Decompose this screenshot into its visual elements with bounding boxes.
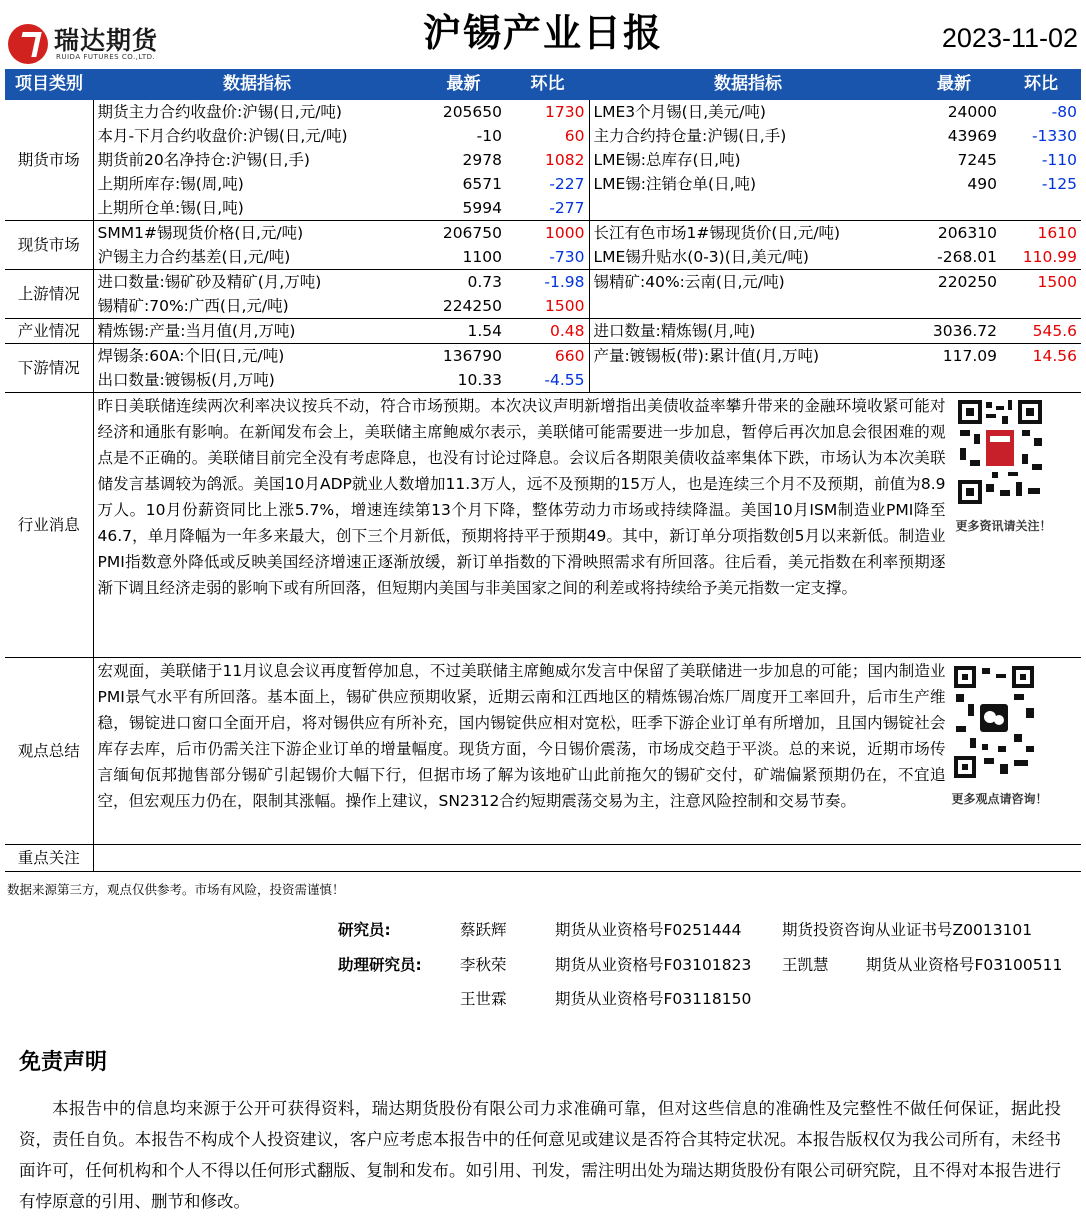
category-cell: 行业消息 <box>5 393 93 658</box>
latest-left: 1100 <box>421 245 506 270</box>
change-right: 14.56 <box>1032 347 1077 365</box>
indicator-left: 期货主力合约收盘价:沪锡(日,元/吨) <box>97 103 342 121</box>
assistant-label: 助理研究员: <box>338 956 422 974</box>
indicator-left: 上期所库存:锡(周,吨) <box>97 175 244 193</box>
category-cell: 现货市场 <box>5 221 93 270</box>
header-indicator-right: 数据指标 <box>589 69 907 100</box>
latest-right: 43969 <box>947 127 997 145</box>
view-row <box>5 658 1081 845</box>
researcher-cert2: 期货投资咨询从业证书号Z0013101 <box>782 921 1033 939</box>
researcher-label: 研究员: <box>338 921 391 939</box>
indicator-left: 出口数量:镀锡板(月,万吨) <box>93 368 421 393</box>
category-cell: 产业情况 <box>5 319 93 344</box>
change-left: -277 <box>506 196 589 221</box>
source-note: 数据来源第三方，观点仅供参考。市场有风险，投资需谨慎！ <box>7 882 345 897</box>
latest-right <box>907 196 1001 221</box>
header-latest-right: 最新 <box>907 69 1001 100</box>
change-left: 660 <box>506 344 589 369</box>
logo-chinese-name: 瑞达期货 <box>54 26 159 55</box>
indicator-right <box>589 196 907 221</box>
news-qr-caption: 更多资讯请关注！ <box>955 519 1052 533</box>
change-left: -1.98 <box>506 270 589 295</box>
indicator-left: 期货前20名净持仓:沪锡(日,手) <box>97 151 310 169</box>
change-left: 1500 <box>506 294 589 319</box>
logo-english-name: RUIDA FUTURES CO.,LTD. <box>56 53 156 61</box>
latest-left: 5994 <box>421 196 506 221</box>
latest-right: 206310 <box>937 224 997 242</box>
header-change-right: 环比 <box>1001 69 1081 100</box>
table-row <box>5 368 1081 393</box>
category-cell: 观点总结 <box>5 658 93 845</box>
qr-code-icon <box>956 398 1044 506</box>
change-right: 1500 <box>1037 273 1077 291</box>
latest-left: 10.33 <box>421 368 506 393</box>
indicator-right: 长江有色市场1#锡现货价(日,元/吨) <box>593 224 841 242</box>
table-row <box>5 148 1081 172</box>
latest-right: 220250 <box>937 273 997 291</box>
view-qr-caption: 更多观点请咨询！ <box>951 792 1048 806</box>
latest-right <box>907 294 1001 319</box>
indicator-left: 沪锡主力合约基差(日,元/吨) <box>93 245 421 270</box>
indicator-right: LME锡:注销仓单(日,吨) <box>593 175 757 193</box>
latest-left: 2978 <box>462 151 502 169</box>
indicator-left: 上期所仓单:锡(日,吨) <box>93 196 421 221</box>
table-row <box>5 319 1081 344</box>
header-indicator-left: 数据指标 <box>93 69 421 100</box>
change-right <box>1001 368 1081 393</box>
latest-right: 3036.72 <box>907 319 1001 344</box>
category-cell: 期货市场 <box>5 100 93 221</box>
assistant3-name: 王世霖 <box>460 990 507 1008</box>
view-summary-text: 宏观面，美联储于11月议息会议再度暂停加息，不过美联储主席鲍威尔发言中保留了美联储进一步加息的可能；国内制造业PMI景气水平有所回落。基本面上，锡矿供应预期收紧，近期云南和江西地区的精炼锡冶炼厂周度开工率回升，后市生产维稳，锡锭进口窗口全面开启，将对锡供应有所补充，国内锡锭供应相对宽松，旺季下游企业订单有所增加，且国内锡锭社会库存去库，后市仍需关注下游企业订单的增量幅度。现货方面，今日锡价震荡，市场成交趋于平淡。总的来说，近期市场传言缅甸佤邦抛售部分锡矿引起锡价大幅下行，但据市场了解为该地矿山此前拖欠的锡矿交付，矿端偏紧预期仍在，不宜追空，但宏观压力仍在，限制其涨幅。操作上建议，SN2312合约短期震荡交易为主，注意风险控制和交易节奏。 <box>97 662 946 810</box>
indicator-left: 进口数量:锡矿砂及精矿(月,万吨) <box>97 273 322 291</box>
disclaimer-text: 本报告中的信息均来源于公开可获得资料，瑞达期货股份有限公司力求准确可靠，但对这些信息的准确性及完整性不做任何保证，据此投资，责任自负。本报告不构成个人投资建议，客户应考虑本报告中的任何意见或建议是否符合其特定状况。本报告版权仅为我公司所有，未经书面许可，任何机构和个人不得以任何形式翻版、复制和发布。如引用、刊发，需注明出处为瑞达期货股份有限公司研究院，且不得对本报告进行有悖原意的引用、删节和修改。 <box>19 1099 1061 1211</box>
latest-left: -10 <box>476 127 502 145</box>
researcher-name: 蔡跃辉 <box>460 921 507 939</box>
change-left: 1730 <box>506 100 589 124</box>
change-left: 1000 <box>506 221 589 246</box>
change-right: -80 <box>1051 103 1077 121</box>
latest-right <box>907 368 1001 393</box>
indicator-right: 产量:镀锡板(带):累计值(月,万吨) <box>593 347 820 365</box>
focus-content <box>93 845 1081 872</box>
indicator-right: 进口数量:精炼锡(月,吨) <box>589 319 907 344</box>
change-left: 60 <box>506 124 589 148</box>
change-left: 1082 <box>506 148 589 172</box>
indicator-right <box>589 294 907 319</box>
indicator-left: SMM1#锡现货价格(日,元/吨) <box>97 224 304 242</box>
latest-left: 1.54 <box>421 319 506 344</box>
assistant1-name: 李秋荣 <box>460 956 507 974</box>
indicator-right: LME锡:总库存(日,吨) <box>593 151 741 169</box>
change-left: -4.55 <box>506 368 589 393</box>
table-row <box>5 221 1081 246</box>
change-left: -730 <box>506 245 589 270</box>
latest-right: -268.01 <box>907 245 1001 270</box>
latest-right: 24000 <box>947 103 997 121</box>
category-cell: 下游情况 <box>5 344 93 393</box>
latest-left: 0.73 <box>467 273 502 291</box>
latest-right: 117.09 <box>942 347 997 365</box>
logo-mark-icon <box>8 24 48 64</box>
report-title: 沪锡产业日报 <box>422 11 663 55</box>
table-row <box>5 294 1081 319</box>
indicator-right <box>589 368 907 393</box>
assistant2-name: 王凯慧 <box>782 956 829 974</box>
latest-left: 205650 <box>442 103 502 121</box>
news-row <box>5 393 1081 658</box>
report-date: 2023-11-02 <box>941 23 1078 53</box>
table-row <box>5 172 1081 196</box>
indicator-left: 焊锡条:60A:个旧(日,元/吨) <box>97 347 285 365</box>
change-left: -227 <box>506 172 589 196</box>
category-cell: 重点关注 <box>5 845 93 872</box>
assistant2-cert: 期货从业资格号F03100511 <box>866 956 1063 974</box>
header-latest-left: 最新 <box>421 69 506 100</box>
change-right: -1330 <box>1031 127 1077 145</box>
table-row <box>5 270 1081 295</box>
latest-left: 6571 <box>462 175 502 193</box>
table-row <box>5 245 1081 270</box>
change-right: 545.6 <box>1001 319 1081 344</box>
assistant3-cert: 期货从业资格号F03118150 <box>555 990 752 1008</box>
table-row <box>5 344 1081 369</box>
researcher-cert: 期货从业资格号F0251444 <box>555 921 742 939</box>
indicator-right: LME3个月锡(日,美元/吨) <box>593 103 766 121</box>
latest-right: 7245 <box>957 151 997 169</box>
latest-left: 136790 <box>442 347 502 365</box>
indicator-right: 主力合约持仓量:沪锡(日,手) <box>593 127 787 145</box>
table-row <box>5 124 1081 148</box>
company-logo <box>8 22 178 64</box>
indicator-left: 锡精矿:70%:广西(日,元/吨) <box>93 294 421 319</box>
indicator-left: 本月-下月合约收盘价:沪锡(日,元/吨) <box>97 127 348 145</box>
change-right: 110.99 <box>1001 245 1081 270</box>
change-right: -125 <box>1041 175 1077 193</box>
header-change-left: 环比 <box>506 69 589 100</box>
category-cell: 上游情况 <box>5 270 93 319</box>
industry-news-text: 昨日美联储连续两次利率决议按兵不动，符合市场预期。本次决议声明新增指出美债收益率攀升带来的金融环境收紧可能对经济和通胀有影响。在新闻发布会上，美联储主席鲍威尔表示，美联储可能需要进一步加息，暂停后再次加息会很困难的观点是不正确的。美联储目前完全没有考虑降息，也没有讨论过降息。会议后各期限美债收益率集体下跌，市场认为本次美联储发言基调较为鸽派。美国10月ADP就业人数增加11.3万人，远不及预期的15万人，也是连续三个月不及预期，前值为8.9万人。10月份薪资同比上涨5.7%，增速连续第13个月下降，整体劳动力市场或持续降温。美国10月ISM制造业PMI降至46.7，单月降幅为一年多来最大，创下三个月新低，预期将持平于预期49。其中，新订单分项指数创5月以来新低。制造业PMI指数意外降低或反映美国经济增速正逐渐放缓，新订单指数的下滑映照需求有所回落。往后看，美元指数在利率预期逐渐下调且经济走弱的影响下或有所回落，但短期内美国与非美国家之间的利差或将持续给予美元指数一定支撑。 <box>97 397 946 597</box>
indicator-right: 锡精矿:40%:云南(日,元/吨) <box>593 273 785 291</box>
table-header-row <box>5 69 1081 100</box>
change-right: 1610 <box>1037 224 1077 242</box>
change-right: -110 <box>1041 151 1077 169</box>
disclaimer-title: 免责声明 <box>19 1050 108 1075</box>
qr-code-icon <box>952 664 1036 780</box>
focus-row <box>5 845 1081 872</box>
header-category: 项目类别 <box>5 69 93 100</box>
table-row <box>5 196 1081 221</box>
latest-left: 224250 <box>421 294 506 319</box>
change-right <box>1001 196 1081 221</box>
table-row <box>5 100 1081 124</box>
latest-right: 490 <box>967 175 997 193</box>
change-left: 0.48 <box>506 319 589 344</box>
assistant1-cert: 期货从业资格号F03101823 <box>555 956 752 974</box>
latest-left: 206750 <box>442 224 502 242</box>
data-table <box>5 69 1081 872</box>
indicator-left: 精炼锡:产量:当月值(月,万吨) <box>93 319 421 344</box>
change-right <box>1001 294 1081 319</box>
indicator-right: LME锡升贴水(0-3)(日,美元/吨) <box>589 245 907 270</box>
